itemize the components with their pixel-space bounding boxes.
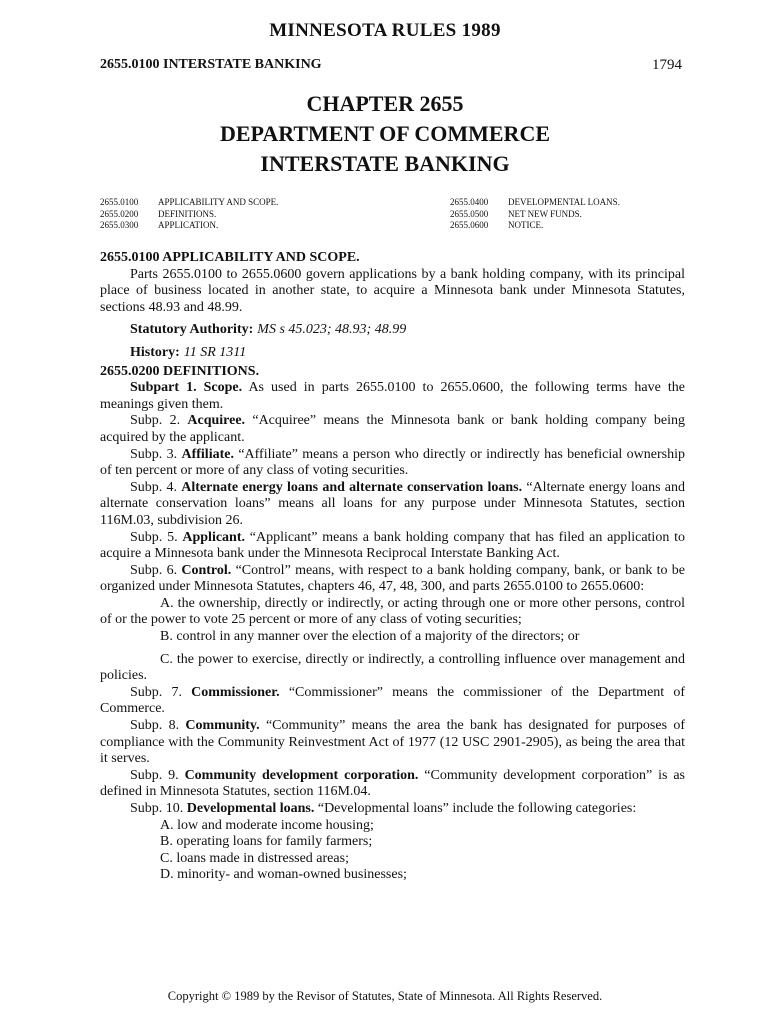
subpart-6-item-c: C. the power to exercise, directly or indirectly, a controlling influence over management and policies. <box>100 651 685 684</box>
chapter-title: INTERSTATE BANKING <box>260 151 510 176</box>
toc-entry: 2655.0600 NOTICE. <box>450 220 544 230</box>
toc-entry: 2655.0200 DEFINITIONS. <box>100 208 217 219</box>
subpart-10-item: B. operating loans for family farmers; <box>160 834 373 850</box>
statutory-authority: Statutory Authority: MS s 45.023; 48.93; 48.99 <box>130 322 407 338</box>
toc-left <box>100 197 278 232</box>
history: History: 11 SR 1311 <box>130 344 247 360</box>
subpart-8: Subp. 8. Community. “Community” means the area the bank has designated for purposes of compliance with the Community Reinvestment Act of 1977 (12 USC 2901-2905), as being the area that it serves. <box>100 718 685 767</box>
toc-entry: 2655.0300 APPLICATION. <box>100 220 219 230</box>
section-head-title: 2655.0100 INTERSTATE BANKING <box>100 57 322 72</box>
subpart-10-item: D. minority- and woman-owned businesses; <box>160 867 407 883</box>
subpart-1: Subpart 1. Scope. As used in parts 2655.0100 to 2655.0600, the following terms have the meanings given them. <box>100 380 685 412</box>
section-text-0100: Parts 2655.0100 to 2655.0600 govern applications by a bank holding company, with its principal place of business located in another state, to acquire a Minnesota bank under Minnesota Statutes, sections 48.93 and 48.99. <box>100 266 685 315</box>
subpart-10-item: C. loans made in distressed areas; <box>160 850 349 866</box>
subpart-4: Subp. 4. Alternate energy loans and alternate conservation loans. “Alternate energy loans and alternate conservation loans” means all loans for any purpose under Minnesota Statutes, section 116M.03, subdivision 26. <box>100 479 685 528</box>
page-number: 1794 <box>652 57 682 73</box>
subpart-6-item-b: B. control in any manner over the election of a majority of the directors; or <box>160 629 580 645</box>
subpart-3: Subp. 3. Affiliate. “Affiliate” means a person who directly or indirectly has beneficial ownership of ten percent or more of any class of voting securities. <box>100 446 685 479</box>
section-heading-0100: 2655.0100 APPLICABILITY AND SCOPE. <box>100 250 360 265</box>
subpart-6: Subp. 6. Control. “Control” means, with respect to a bank holding company, bank, or bank to be organized under Minnesota Statutes, chapters 46, 47, 48, 300, and parts 2655.0100 to 2655.0600: <box>100 562 685 595</box>
subpart-5: Subp. 5. Applicant. “Applicant” means a bank holding company that has filed an application to acquire a Minnesota bank under the Minnesota Reciprocal Interstate Banking Act. <box>100 529 686 562</box>
running-head: MINNESOTA RULES 1989 <box>269 20 501 41</box>
chapter-department: DEPARTMENT OF COMMERCE <box>219 121 551 146</box>
subpart-10-item: A. low and moderate income housing; <box>160 817 374 833</box>
toc-entry: 2655.0100 APPLICABILITY AND SCOPE. <box>100 197 279 207</box>
subpart-9: Subp. 9. Community development corporation. “Community development corporation” is as defined in Minnesota Statutes, section 116M.04. <box>100 767 685 800</box>
subpart-7: Subp. 7. Commissioner. “Commissioner” means the commissioner of the Department of Commerce. <box>100 684 686 717</box>
toc-entry: 2655.0400 DEVELOPMENTAL LOANS. <box>450 197 620 207</box>
section-heading-0200: 2655.0200 DEFINITIONS. <box>100 363 260 379</box>
subpart-6-item-a: A. the ownership, directly or indirectly, or acting through one or more other persons, control of or the power to vote 25 percent or more of any class of voting securities; <box>100 595 685 628</box>
document-body <box>100 248 685 884</box>
subpart-10: Subp. 10. Developmental loans. “Developmental loans” include the following categories: <box>130 801 637 816</box>
chapter-number: CHAPTER 2655 <box>306 91 464 116</box>
section-header <box>100 57 682 73</box>
copyright-footer: Copyright © 1989 by the Revisor of Statutes, State of Minnesota. All Rights Reserved. <box>167 989 603 1003</box>
subpart-2: Subp. 2. Acquiree. “Acquiree” means the Minnesota bank or bank holding company being acquired by the applicant. <box>100 413 685 445</box>
toc-entry: 2655.0500 NET NEW FUNDS. <box>450 208 582 219</box>
toc-right <box>450 197 620 232</box>
